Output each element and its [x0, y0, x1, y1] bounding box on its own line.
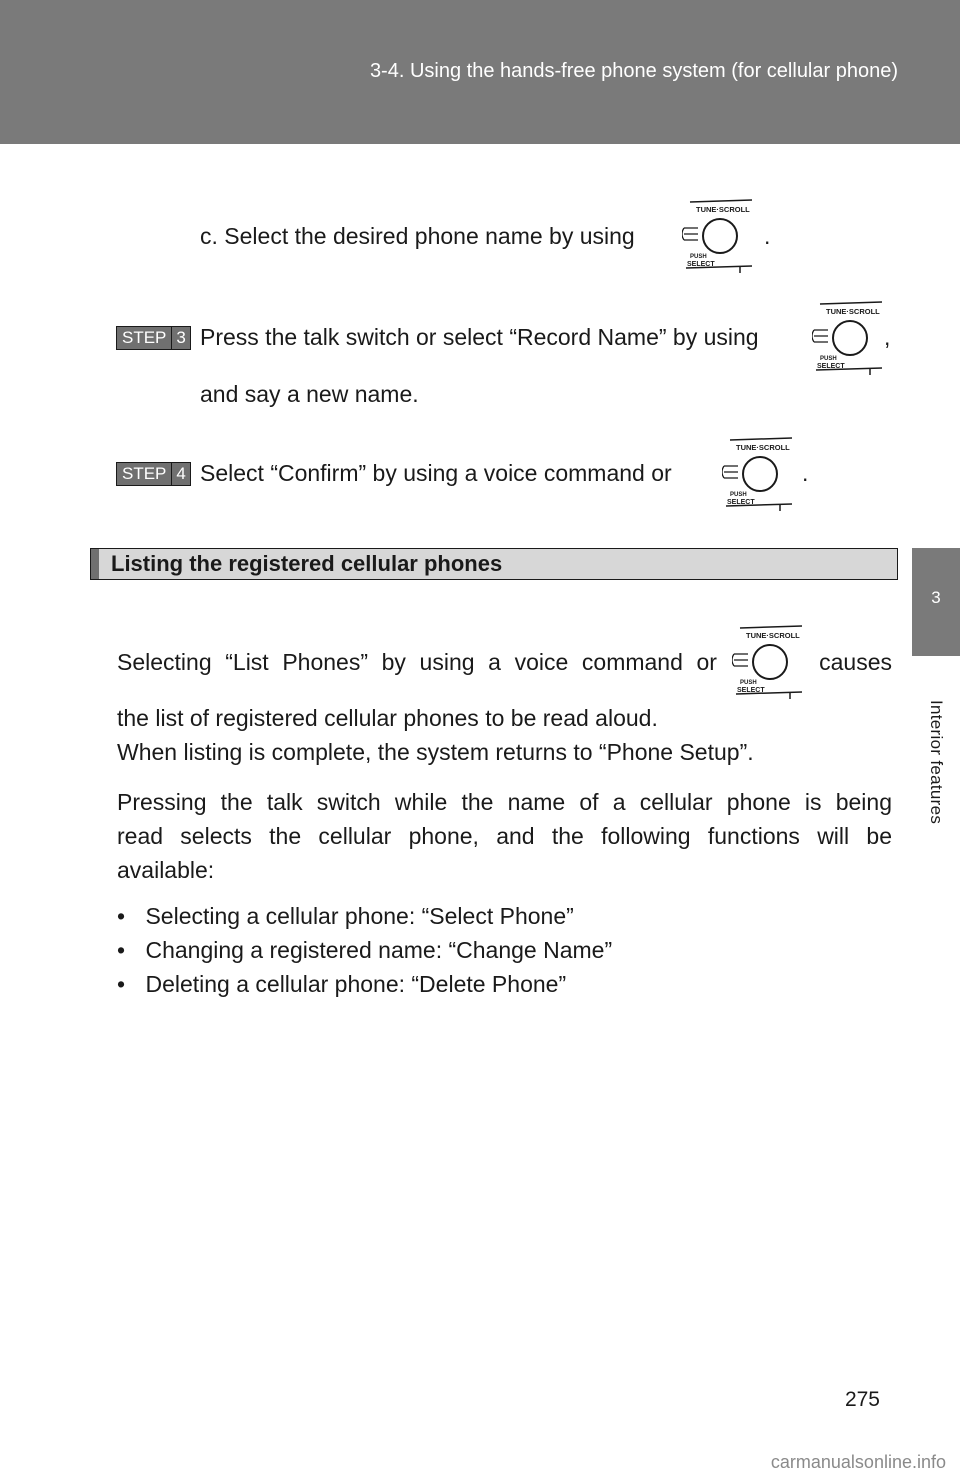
paragraph-2-line-2: read selects the cellular phone, and the following functions will be	[117, 823, 892, 849]
step-4-word: STEP	[117, 463, 171, 485]
paragraph-1-line-2: the list of registered cellular phones to be read aloud.	[117, 705, 658, 731]
p1-word: “List	[225, 649, 269, 675]
step-3-comma: ,	[884, 324, 891, 350]
chapter-label-text: Interior features	[927, 699, 946, 825]
bullet-text: Changing a registered name: “Change Name”	[145, 937, 613, 963]
tune-scroll-knob-icon	[682, 196, 754, 274]
watermark-text: carmanualsonline.info	[770, 1452, 946, 1472]
step-c-period: .	[764, 223, 771, 249]
chapter-tab	[912, 548, 960, 656]
p1-word: or	[696, 649, 717, 675]
tune-scroll-knob-icon	[722, 434, 794, 512]
paragraph-1-line-1	[117, 648, 717, 676]
step-4-number: 4	[171, 463, 189, 485]
bullet-item	[117, 936, 612, 964]
paragraph-1-line-3: When listing is complete, the system returns to “Phone Setup”.	[117, 739, 754, 765]
chapter-number: 3	[931, 588, 941, 607]
step-3-badge	[116, 326, 191, 350]
step-4-badge	[116, 462, 191, 486]
step-3-text-line2: and say a new name.	[200, 381, 419, 407]
bullet-dot: •	[117, 971, 126, 997]
step-3-word: STEP	[117, 327, 171, 349]
paragraph-2-line-3: available:	[117, 857, 215, 883]
step-4-text: Select “Confirm” by using a voice command or	[200, 460, 672, 486]
bullet-dot: •	[117, 903, 126, 929]
p1-word: Phones”	[282, 649, 368, 675]
page-header	[0, 0, 960, 144]
bullet-dot: •	[117, 937, 126, 963]
header-title: 3-4. Using the hands-free phone system (for cellular phone)	[369, 60, 898, 82]
tune-scroll-knob-icon	[732, 622, 804, 700]
chapter-label	[912, 656, 960, 868]
p1-word: voice	[514, 649, 569, 675]
step-c-text: c. Select the desired phone name by using	[200, 223, 635, 249]
step-3-number: 3	[171, 327, 189, 349]
paragraph-2-line-1: Pressing the talk switch while the name of a cellular phone is being	[117, 789, 892, 815]
p1-word: using	[419, 649, 475, 675]
section-heading-text: Listing the registered cellular phones	[111, 551, 503, 576]
tune-scroll-knob-icon	[812, 298, 884, 376]
page-number: 275	[844, 1388, 880, 1411]
section-heading-bar	[91, 549, 99, 579]
bullet-text: Selecting a cellular phone: “Select Phone”	[145, 903, 574, 929]
section-heading	[90, 548, 898, 580]
p1-word: command	[581, 649, 683, 675]
p1-word: Selecting	[117, 649, 212, 675]
p1-word: a	[488, 649, 501, 675]
p1-word: by	[381, 649, 406, 675]
bullet-text: Deleting a cellular phone: “Delete Phone”	[145, 971, 567, 997]
step-3-text: Press the talk switch or select “Record Name” by using	[200, 324, 759, 350]
paragraph-1-causes: causes	[819, 649, 892, 675]
bullet-item	[117, 902, 574, 930]
step-4-period: .	[802, 460, 809, 486]
bullet-item	[117, 970, 566, 998]
